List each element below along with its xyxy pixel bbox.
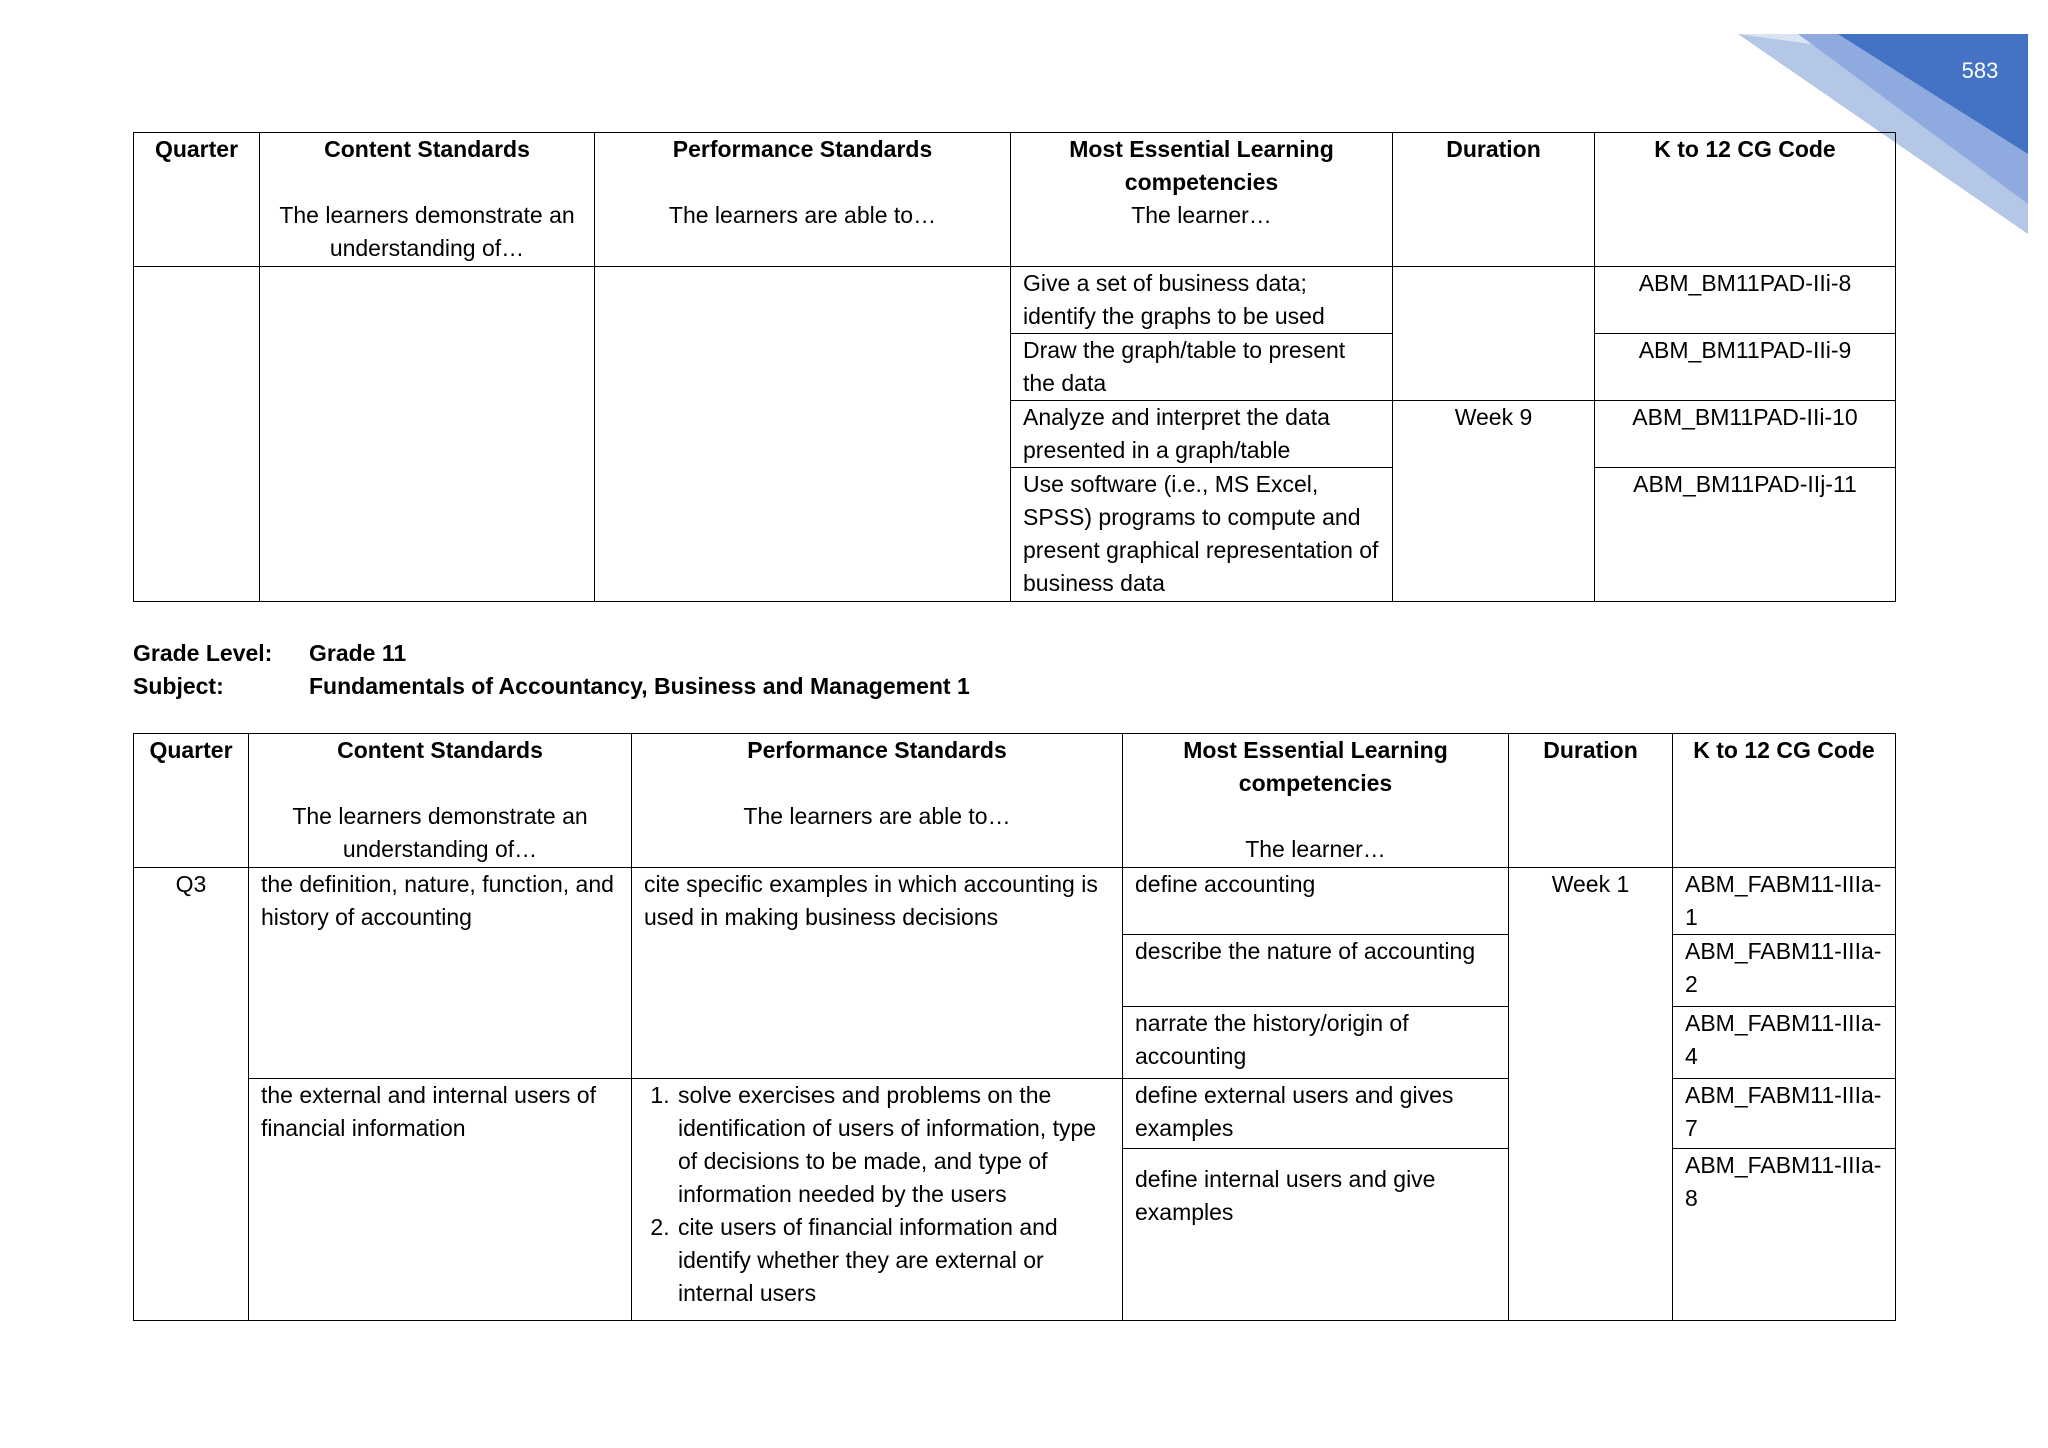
quarter-cell: Q3 — [134, 868, 249, 1321]
performance-cell: cite specific examples in which accounting is used in making business decisions — [632, 868, 1123, 1079]
code-cell: ABM_BM11PAD-IIj-11 — [1595, 468, 1896, 602]
code-cell: ABM_FABM11-IIIa-7 — [1673, 1079, 1896, 1149]
header-code: K to 12 CG Code — [1595, 133, 1896, 267]
duration-cell-empty — [1393, 267, 1595, 401]
header-quarter: Quarter — [134, 734, 249, 868]
content-cell: the definition, nature, function, and history of accounting — [249, 868, 632, 1079]
subject-label: Subject: — [133, 673, 224, 699]
melc-cell: define internal users and give examples — [1123, 1149, 1509, 1321]
list-item: 2. cite users of financial information and identify whether they are external or internal users — [676, 1211, 1110, 1310]
melc-cell: define accounting — [1123, 868, 1509, 935]
melc-cell: Use software (i.e., MS Excel, SPSS) programs to compute and present graphical representation of business data — [1011, 468, 1393, 602]
performance-cell — [632, 1079, 1123, 1321]
code-cell: ABM_FABM11-IIIa-8 — [1673, 1149, 1896, 1321]
header-duration: Duration — [1509, 734, 1673, 868]
header-performance-standards: Performance Standards The learners are able to… — [632, 734, 1123, 868]
header-quarter: Quarter — [134, 133, 260, 267]
melc-cell: Give a set of business data; identify the graphs to be used — [1011, 267, 1393, 334]
melc-cell: describe the nature of accounting — [1123, 935, 1509, 1007]
grade-level-line — [133, 637, 406, 670]
code-cell: ABM_FABM11-IIIa-4 — [1673, 1007, 1896, 1079]
header-melc: Most Essential Learning competencies The learner… — [1123, 734, 1509, 868]
melc-cell: Draw the graph/table to present the data — [1011, 334, 1393, 401]
content-cell — [260, 267, 595, 602]
subject-line — [133, 670, 970, 703]
table-header-row — [134, 133, 1896, 267]
melc-cell: narrate the history/origin of accounting — [1123, 1007, 1509, 1079]
table-header-row — [134, 734, 1896, 868]
header-code: K to 12 CG Code — [1673, 734, 1896, 868]
page-number: 583 — [1961, 58, 1999, 83]
melc-cell: Analyze and interpret the data presented in a graph/table — [1011, 401, 1393, 468]
code-cell: ABM_BM11PAD-IIi-9 — [1595, 334, 1896, 401]
performance-cell — [595, 267, 1011, 602]
quarter-cell — [134, 267, 260, 602]
grade-level-value: Grade 11 — [309, 640, 407, 666]
grade-level-label: Grade Level: — [133, 640, 273, 666]
code-cell: ABM_FABM11-IIIa-1 — [1673, 868, 1896, 935]
list-item: 1. solve exercises and problems on the identification of users of information, type of decisions to be made, and type of information needed by the users — [676, 1079, 1110, 1211]
code-cell: ABM_FABM11-IIIa-2 — [1673, 935, 1896, 1007]
code-cell: ABM_BM11PAD-IIi-10 — [1595, 401, 1896, 468]
content-cell: the external and internal users of financial information — [249, 1079, 632, 1321]
duration-cell: Week 9 — [1393, 401, 1595, 602]
header-melc: Most Essential Learning competencies The learner… — [1011, 133, 1393, 267]
header-content-standards: Content Standards The learners demonstrate an understanding of… — [249, 734, 632, 868]
competency-table-1 — [133, 132, 1896, 602]
table-row — [134, 868, 1896, 935]
competency-table-2 — [133, 733, 1896, 1321]
header-content-standards: Content Standards The learners demonstrate an understanding of… — [260, 133, 595, 267]
table-row — [134, 267, 1896, 334]
melc-cell: define external users and gives examples — [1123, 1079, 1509, 1149]
duration-cell: Week 1 — [1509, 868, 1673, 1321]
subject-value: Fundamentals of Accountancy, Business and Management 1 — [309, 673, 970, 699]
code-cell: ABM_BM11PAD-IIi-8 — [1595, 267, 1896, 334]
performance-list — [644, 1079, 1110, 1310]
header-performance-standards: Performance Standards The learners are able to… — [595, 133, 1011, 267]
header-duration: Duration — [1393, 133, 1595, 267]
